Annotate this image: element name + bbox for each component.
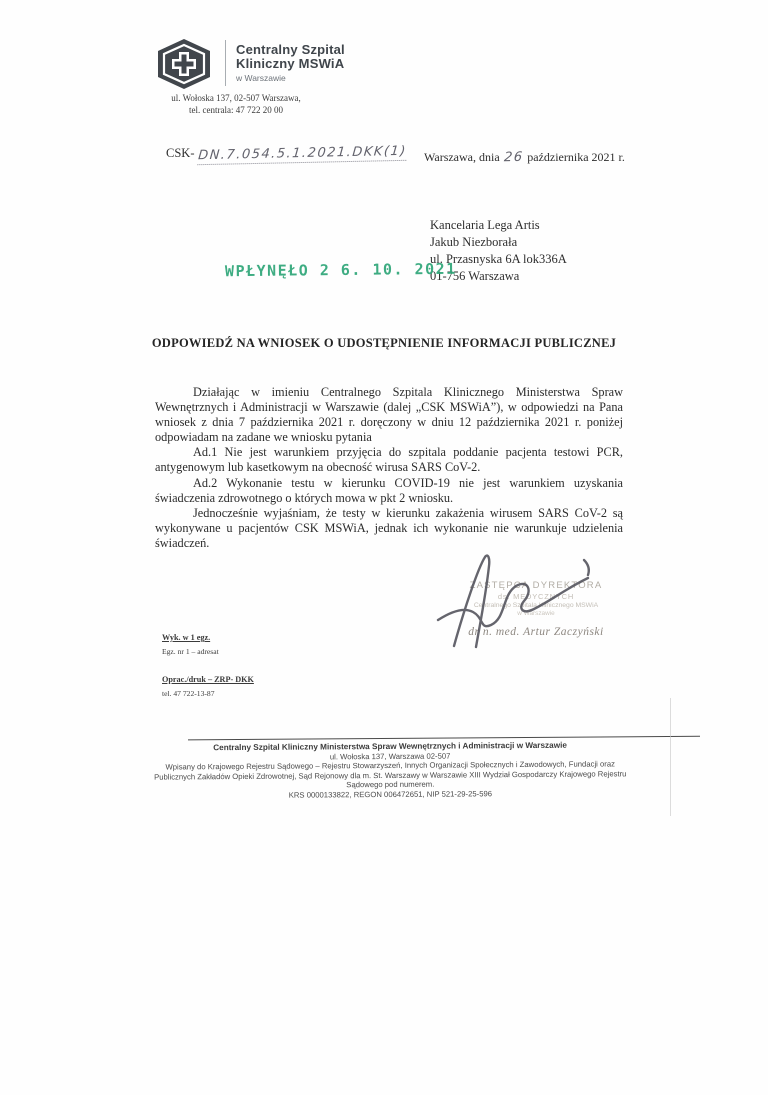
footer-address: ul. Wołoska 137, Warszawa 02-507	[329, 751, 451, 761]
paragraph: Ad.1 Nie jest warunkiem przyjęcia do szpitala poddanie pacjenta testowi PCR, antygenowym lub kasetkowym na obecność wirusa SARS CoV-2.	[155, 445, 623, 475]
place-date-post: października 2021 r.	[527, 150, 625, 164]
org-text	[236, 38, 345, 83]
hq-address-line2: tel. centrala: 47 722 20 00	[189, 104, 283, 115]
footer-org-name: Centralny Szpital Kliniczny Ministerstwa Spraw Wewnętrznych i Administracji w Warszawie	[213, 740, 567, 753]
footer-text	[144, 740, 636, 801]
recipient-line: 01-756 Warszawa	[430, 269, 520, 283]
org-name-line2: Kliniczny MSWiA	[236, 56, 345, 71]
stamp-role-line: ZASTĘPCA DYREKTORA	[469, 580, 603, 591]
clerical-notes	[162, 633, 254, 699]
paragraph: Jednocześnie wyjaśniam, że testy w kierunku zakażenia wirusem SARS CoV-2 są wykonywane u pacjentów CSK MSWiA, jednak ich wykonanie nie warunkuje udzielenia świadczeń.	[155, 505, 623, 550]
reference-number-handwritten: DN.7.054.5.1.2021.DKK(1)	[198, 144, 408, 165]
prepared-by-note: Oprac./druk – ZRP- DKK	[162, 675, 254, 684]
footer	[0, 735, 768, 800]
recipient-line: Jakub Niezborała	[430, 235, 518, 249]
recipient-line: ul. Przasnyska 6A lok336A	[430, 252, 567, 266]
scan-artifact-line	[670, 698, 671, 816]
signer-name: dr n. med. Artur Zaczyński	[468, 626, 604, 638]
received-date-stamp: WPŁYNĘŁO 2 6. 10. 2021	[224, 259, 457, 281]
footer-registry: KRS 0000133822, REGON 006472651, NIP 521-29-25-596	[288, 789, 493, 800]
document-title: ODPOWIEDŹ NA WNIOSEK O UDOSTĘPNIENIE INFORMACJI PUBLICZNEJ	[151, 336, 617, 350]
place-date-line	[424, 150, 625, 165]
hq-address	[150, 93, 322, 116]
signature-area	[430, 552, 640, 662]
stamp-city-line: w Warszawie	[517, 610, 555, 617]
day-handwritten: 26	[503, 149, 524, 166]
copy-recipient-note: Egz. nr 1 – adresat	[162, 647, 219, 656]
reference-prefix: CSK-	[166, 146, 195, 160]
footer-legal: Wpisany do Krajowego Rejestru Sądowego – Rejestru Stowarzyszeń, Innych Organizacji Społecznych i Zawodowych, Fundacji oraz Publicznych Zakładów Opieki Zdrowotnej, Sąd Rejonowy dla m. St. Warszawy w Warszawie XIII Wydział Gospodarczy Krajowego Rejestru Sądowego pod numerem.	[154, 759, 627, 790]
phone-note: tel. 47 722-13-87	[162, 689, 215, 698]
hospital-logo-icon	[155, 38, 213, 90]
org-subtitle: w Warszawie	[236, 73, 286, 83]
copies-note: Wyk. w 1 egz.	[162, 633, 211, 642]
hq-address-line1: ul. Wołoska 137, 02-507 Warszawa,	[171, 93, 301, 103]
stamp-dept-line: ds. MEDYCZNYCH	[497, 592, 575, 601]
paragraph: Działając w imieniu Centralnego Szpitala Klinicznego Ministerstwa Spraw Wewnętrznych i Administracji w Warszawie (dalej „CSK MSWiA”), w odpowiedzi na Pana wniosek z dnia 7 października 2021 r. doręczony w dniu 12 października 2021 r. poniżej odpowiadam na zadane we wniosku pytania	[155, 385, 623, 445]
paragraph: Ad.2 Wykonanie testu w kierunku COVID-19 nie jest warunkiem uzyskania świadczenia zdrowotnego o których mowa w pkt 2 wniosku.	[155, 475, 623, 505]
recipient-line: Kancelaria Lega Artis	[430, 218, 540, 232]
org-name-line1: Centralny Szpital	[236, 42, 345, 57]
stamp-org-line: Centralnego Szpitala Klinicznego MSWiA	[473, 602, 599, 609]
letterhead	[155, 38, 345, 90]
place-date-pre: Warszawa, dnia	[424, 150, 500, 164]
logo-separator	[225, 40, 226, 86]
handwritten-signature	[428, 550, 618, 650]
letter-body	[155, 385, 623, 551]
